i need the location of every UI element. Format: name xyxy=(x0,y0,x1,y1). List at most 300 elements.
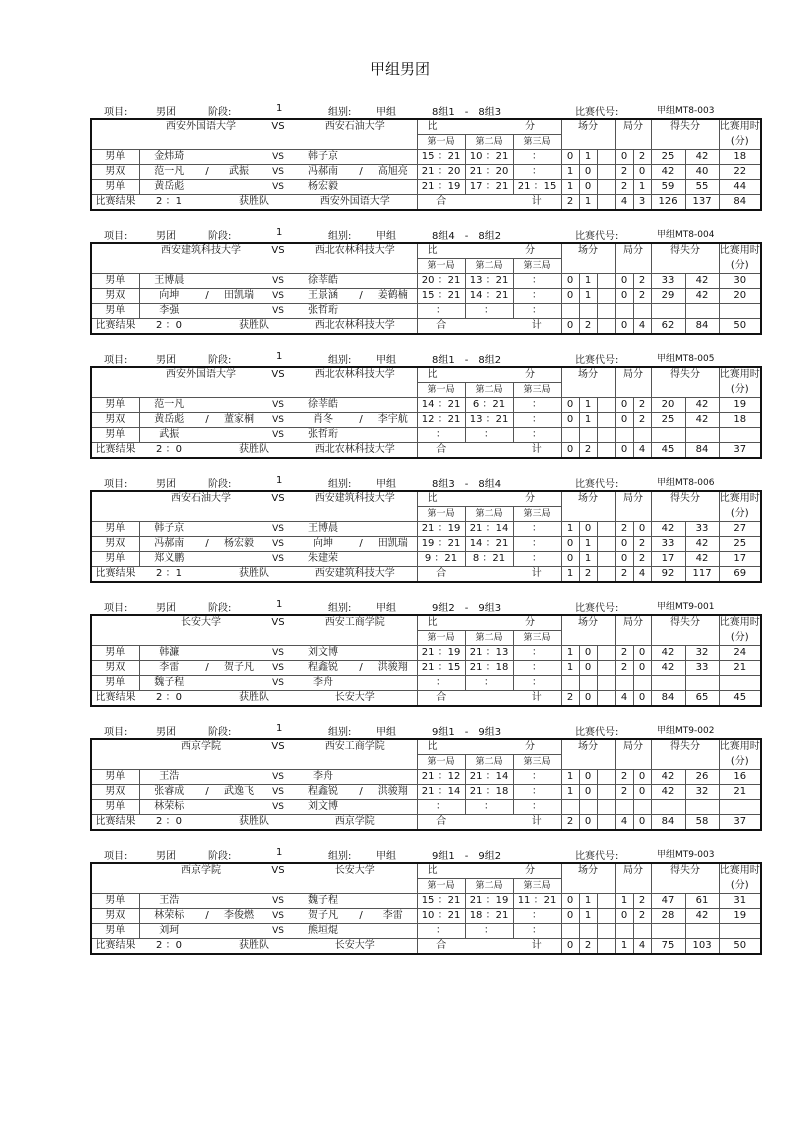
result-row xyxy=(91,195,761,211)
result-label: 比赛结果 xyxy=(91,195,139,211)
slash xyxy=(353,398,369,413)
player-a1: 王浩 xyxy=(139,894,199,909)
vs: VS xyxy=(263,785,293,800)
total-match-lost: 2 xyxy=(579,319,597,335)
match-block xyxy=(90,226,760,335)
points-for: 25 xyxy=(651,413,685,428)
slash xyxy=(353,676,369,691)
row-type: 男双 xyxy=(91,413,139,428)
games-won: 0 xyxy=(615,909,633,924)
total-time: 45 xyxy=(719,691,761,707)
match-lost xyxy=(579,428,597,443)
time-header-2: (分) xyxy=(719,631,761,646)
slash xyxy=(199,552,215,567)
ji-label: 计 xyxy=(513,443,561,459)
stage-label: 阶段: xyxy=(208,355,232,366)
points-against: 40 xyxy=(685,165,719,180)
match-lost: 0 xyxy=(579,661,597,676)
stage-value: 1 xyxy=(276,475,283,486)
player-b1: 贺子凡 xyxy=(293,909,353,924)
match-lost: 1 xyxy=(579,289,597,304)
fen-label: 分 xyxy=(525,617,536,628)
total-time: 69 xyxy=(719,567,761,583)
project-label: 项目: xyxy=(104,851,128,862)
slash: / xyxy=(199,785,215,800)
points-for: 20 xyxy=(651,398,685,413)
stage-value: 1 xyxy=(276,723,283,734)
vs: VS xyxy=(263,165,293,180)
total-points-against: 58 xyxy=(685,815,719,831)
player-b2: 洪骏翔 xyxy=(369,661,417,676)
stage-value: 1 xyxy=(276,351,283,362)
match-code: 甲组MT8-006 xyxy=(657,478,715,488)
match-won: 1 xyxy=(561,180,579,195)
row-type: 男双 xyxy=(91,165,139,180)
points-for: 17 xyxy=(651,552,685,567)
points-for xyxy=(651,428,685,443)
time-used xyxy=(719,924,761,939)
points-against: 42 xyxy=(685,909,719,924)
match-row xyxy=(91,413,761,428)
match-won: 0 xyxy=(561,398,579,413)
bi-label: 比 xyxy=(417,119,465,135)
game2-header: 第二局 xyxy=(465,383,513,398)
total-points-against: 84 xyxy=(685,319,719,335)
player-b2 xyxy=(369,676,417,691)
match-row xyxy=(91,522,761,537)
defen-header: 得失分 xyxy=(651,863,719,879)
header-row-1 xyxy=(91,367,761,383)
points-against: 42 xyxy=(685,150,719,165)
match-code-label: 比赛代号: xyxy=(575,355,619,366)
player-a2: 武振 xyxy=(215,165,263,180)
game2-score: 13 ：21 xyxy=(465,413,513,428)
player-b1: 韩子京 xyxy=(293,150,353,165)
points-for: 42 xyxy=(651,661,685,676)
total-match-lost: 2 xyxy=(579,939,597,955)
match-lost: 0 xyxy=(579,180,597,195)
winner-label: 获胜队 xyxy=(215,567,293,583)
match-table xyxy=(90,366,762,459)
fen-label: 分 xyxy=(525,493,536,504)
game3-score: ： xyxy=(513,676,561,691)
match-won: 1 xyxy=(561,522,579,537)
row-type: 男单 xyxy=(91,150,139,165)
game2-score: 8 ：21 xyxy=(465,552,513,567)
winner-team: 长安大学 xyxy=(293,691,417,707)
game1-score: ： xyxy=(417,924,465,939)
player-a1: 郑义鹏 xyxy=(139,552,199,567)
vs: VS xyxy=(263,676,293,691)
game3-score: ： xyxy=(513,661,561,676)
vs: VS xyxy=(263,428,293,443)
player-b1: 张哲珩 xyxy=(293,428,353,443)
match-won: 0 xyxy=(561,413,579,428)
group-pair: 8组3 - 8组4 xyxy=(432,479,502,490)
points-against: 42 xyxy=(685,413,719,428)
row-type: 男单 xyxy=(91,522,139,537)
game3-header: 第三局 xyxy=(513,631,561,646)
match-header xyxy=(90,598,715,614)
games-lost: 0 xyxy=(633,661,651,676)
result-score: 2 ：0 xyxy=(139,939,199,955)
match-code: 甲组MT9-002 xyxy=(657,726,715,736)
player-b2 xyxy=(369,770,417,785)
total-match-lost: 1 xyxy=(579,195,597,211)
team-vs: VS xyxy=(271,865,285,877)
header-row-1 xyxy=(91,615,761,631)
games-won: 2 xyxy=(615,646,633,661)
total-points-against: 84 xyxy=(685,443,719,459)
points-against xyxy=(685,304,719,319)
game1-header: 第一局 xyxy=(417,259,465,274)
player-a1: 刘珂 xyxy=(139,924,199,939)
game1-score: ： xyxy=(417,800,465,815)
player-a1: 冯郝南 xyxy=(139,537,199,552)
player-b1: 程鑫锐 xyxy=(293,661,353,676)
fen-label: 分 xyxy=(525,121,536,132)
match-lost xyxy=(579,924,597,939)
row-type: 男双 xyxy=(91,785,139,800)
stage-value: 1 xyxy=(276,847,283,858)
row-type-header xyxy=(91,119,139,135)
game2-score: ： xyxy=(465,800,513,815)
time-used: 24 xyxy=(719,646,761,661)
player-b2: 李雷 xyxy=(369,909,417,924)
match-row xyxy=(91,785,761,800)
games-won xyxy=(615,800,633,815)
games-lost: 0 xyxy=(633,646,651,661)
game3-score: ： xyxy=(513,924,561,939)
match-lost: 0 xyxy=(579,770,597,785)
player-b1: 王博晨 xyxy=(293,522,353,537)
player-b2: 洪骏翔 xyxy=(369,785,417,800)
row-type-header xyxy=(91,367,139,383)
game3-score: ： xyxy=(513,165,561,180)
team-a-name: 西安外国语大学 xyxy=(166,369,236,381)
game2-score: 18 ：21 xyxy=(465,909,513,924)
fen-label: 分 xyxy=(525,369,536,380)
time-used: 17 xyxy=(719,552,761,567)
slash: / xyxy=(353,289,369,304)
points-for: 33 xyxy=(651,274,685,289)
match-table xyxy=(90,242,762,335)
games-won: 0 xyxy=(615,398,633,413)
slash: / xyxy=(199,165,215,180)
game1-score: 20 ：21 xyxy=(417,274,465,289)
game3-score: ： xyxy=(513,800,561,815)
header-row-1 xyxy=(91,739,761,755)
bi-label: 比 xyxy=(417,615,465,631)
project-value: 男团 xyxy=(156,851,176,862)
player-a2 xyxy=(215,150,263,165)
points-against: 33 xyxy=(685,661,719,676)
time-used xyxy=(719,428,761,443)
slash xyxy=(353,552,369,567)
match-table xyxy=(90,862,762,955)
player-a2 xyxy=(215,304,263,319)
points-against xyxy=(685,676,719,691)
player-a2: 杨宏毅 xyxy=(215,537,263,552)
games-lost xyxy=(633,924,651,939)
match-won: 0 xyxy=(561,537,579,552)
game2-header: 第二局 xyxy=(465,259,513,274)
match-row xyxy=(91,770,761,785)
game2-score: 17 ：21 xyxy=(465,180,513,195)
game2-score: 21 ：14 xyxy=(465,522,513,537)
match-won: 1 xyxy=(561,661,579,676)
header-row-2 xyxy=(91,631,761,646)
player-a1: 张睿成 xyxy=(139,785,199,800)
total-points-against: 117 xyxy=(685,567,719,583)
points-for: 42 xyxy=(651,770,685,785)
stage-label: 阶段: xyxy=(208,231,232,242)
game3-score: ： xyxy=(513,785,561,800)
player-a2: 田凯瑞 xyxy=(215,289,263,304)
player-b1: 向坤 xyxy=(293,537,353,552)
game1-score: 21 ：12 xyxy=(417,770,465,785)
time-used: 20 xyxy=(719,289,761,304)
project-value: 男团 xyxy=(156,479,176,490)
total-match-lost: 2 xyxy=(579,443,597,459)
match-won: 1 xyxy=(561,646,579,661)
game1-score: ： xyxy=(417,676,465,691)
row-type-header xyxy=(91,863,139,879)
total-time: 37 xyxy=(719,443,761,459)
game3-score: ： xyxy=(513,522,561,537)
games-won xyxy=(615,428,633,443)
games-lost: 2 xyxy=(633,398,651,413)
games-lost xyxy=(633,428,651,443)
total-games-won: 4 xyxy=(615,691,633,707)
team-vs: VS xyxy=(271,369,285,381)
time-used: 21 xyxy=(719,785,761,800)
game3-score: 21 ：15 xyxy=(513,180,561,195)
time-header-2: (分) xyxy=(719,507,761,522)
total-games-won: 4 xyxy=(615,815,633,831)
game1-score: 21 ：19 xyxy=(417,180,465,195)
match-won: 0 xyxy=(561,289,579,304)
winner-label: 获胜队 xyxy=(215,195,293,211)
player-b1: 刘文博 xyxy=(293,800,353,815)
game2-score: 21 ：20 xyxy=(465,165,513,180)
games-won xyxy=(615,304,633,319)
points-against: 42 xyxy=(685,289,719,304)
jufen-header: 局分 xyxy=(615,739,651,755)
time-header-1: 比赛用时 xyxy=(719,367,761,383)
match-table xyxy=(90,614,762,707)
defen-header: 得失分 xyxy=(651,119,719,135)
player-b2 xyxy=(369,646,417,661)
player-b1: 杨宏毅 xyxy=(293,180,353,195)
player-a2: 贺子凡 xyxy=(215,661,263,676)
player-b2 xyxy=(369,150,417,165)
winner-label: 获胜队 xyxy=(215,815,293,831)
game2-header: 第二局 xyxy=(465,507,513,522)
match-won: 0 xyxy=(561,894,579,909)
match-code: 甲组MT8-003 xyxy=(657,106,715,116)
vs: VS xyxy=(263,552,293,567)
winner-label: 获胜队 xyxy=(215,691,293,707)
player-b2: 高旭亮 xyxy=(369,165,417,180)
games-lost: 0 xyxy=(633,522,651,537)
games-lost: 2 xyxy=(633,289,651,304)
player-a1: 魏子程 xyxy=(139,676,199,691)
match-lost xyxy=(579,800,597,815)
time-used: 27 xyxy=(719,522,761,537)
match-row xyxy=(91,398,761,413)
game1-score: 15 ：21 xyxy=(417,289,465,304)
changfen-header: 场分 xyxy=(561,243,615,259)
total-time: 84 xyxy=(719,195,761,211)
points-against: 42 xyxy=(685,552,719,567)
game3-score: ： xyxy=(513,304,561,319)
points-against: 33 xyxy=(685,522,719,537)
game3-header: 第三局 xyxy=(513,755,561,770)
game2-header: 第二局 xyxy=(465,135,513,150)
game3-score: ： xyxy=(513,909,561,924)
player-b2 xyxy=(369,274,417,289)
game3-score: ： xyxy=(513,537,561,552)
time-used: 31 xyxy=(719,894,761,909)
winner-team: 西京学院 xyxy=(293,815,417,831)
game2-header: 第二局 xyxy=(465,879,513,894)
player-a2: 董家桐 xyxy=(215,413,263,428)
vs: VS xyxy=(263,646,293,661)
slash xyxy=(199,894,215,909)
group-pair: 8组1 - 8组3 xyxy=(432,107,502,118)
match-header xyxy=(90,722,715,738)
player-a1: 向坤 xyxy=(139,289,199,304)
fen-label: 分 xyxy=(525,741,536,752)
match-table xyxy=(90,118,762,211)
player-b1: 王景涵 xyxy=(293,289,353,304)
player-a2 xyxy=(215,522,263,537)
vs: VS xyxy=(263,909,293,924)
game2-score: 21 ：14 xyxy=(465,770,513,785)
player-a1: 韩子京 xyxy=(139,522,199,537)
games-won xyxy=(615,676,633,691)
games-lost: 2 xyxy=(633,894,651,909)
game3-score: ： xyxy=(513,289,561,304)
ji-label: 计 xyxy=(513,939,561,955)
total-games-lost: 4 xyxy=(633,567,651,583)
player-a1: 金炜琦 xyxy=(139,150,199,165)
games-lost: 2 xyxy=(633,552,651,567)
bi-label: 比 xyxy=(417,863,465,879)
game3-score: ： xyxy=(513,413,561,428)
time-header-2: (分) xyxy=(719,259,761,274)
total-games-lost: 4 xyxy=(633,319,651,335)
project-value: 男团 xyxy=(156,107,176,118)
game3-score: ： xyxy=(513,428,561,443)
ji-label: 计 xyxy=(513,815,561,831)
games-lost: 2 xyxy=(633,413,651,428)
time-header-1: 比赛用时 xyxy=(719,243,761,259)
points-for: 59 xyxy=(651,180,685,195)
row-type: 男单 xyxy=(91,800,139,815)
defen-header: 得失分 xyxy=(651,739,719,755)
player-a1: 李强 xyxy=(139,304,199,319)
points-for: 33 xyxy=(651,537,685,552)
player-b2 xyxy=(369,428,417,443)
game1-score: 15 ：21 xyxy=(417,150,465,165)
player-a1: 武振 xyxy=(139,428,199,443)
player-b2 xyxy=(369,522,417,537)
match-won: 1 xyxy=(561,785,579,800)
result-row xyxy=(91,815,761,831)
match-row xyxy=(91,676,761,691)
project-label: 项目: xyxy=(104,355,128,366)
games-lost: 2 xyxy=(633,150,651,165)
total-match-lost: 0 xyxy=(579,691,597,707)
winner-label: 获胜队 xyxy=(215,319,293,335)
player-a2 xyxy=(215,676,263,691)
player-a2 xyxy=(215,800,263,815)
player-a2 xyxy=(215,428,263,443)
winner-team: 西北农林科技大学 xyxy=(293,319,417,335)
player-a2 xyxy=(215,924,263,939)
group-label: 组别: xyxy=(328,603,352,614)
game2-score: 14 ：21 xyxy=(465,289,513,304)
player-a2 xyxy=(215,894,263,909)
result-score: 2 ：1 xyxy=(139,567,199,583)
slash xyxy=(353,304,369,319)
group-label: 组别: xyxy=(328,107,352,118)
slash: / xyxy=(199,289,215,304)
player-a1: 王博晨 xyxy=(139,274,199,289)
points-for: 25 xyxy=(651,150,685,165)
player-a2 xyxy=(215,646,263,661)
player-b2 xyxy=(369,800,417,815)
team-vs: VS xyxy=(271,493,285,505)
slash: / xyxy=(353,661,369,676)
total-games-lost: 4 xyxy=(633,939,651,955)
game1-score: 14 ：21 xyxy=(417,398,465,413)
match-lost: 1 xyxy=(579,398,597,413)
player-a2: 武逸飞 xyxy=(215,785,263,800)
slash xyxy=(353,770,369,785)
vs: VS xyxy=(263,770,293,785)
player-b1: 李舟 xyxy=(293,676,353,691)
group-value: 甲组 xyxy=(376,355,396,366)
result-score: 2 ：0 xyxy=(139,319,199,335)
row-type: 男双 xyxy=(91,661,139,676)
points-for: 28 xyxy=(651,909,685,924)
player-a1: 韩濂 xyxy=(139,646,199,661)
total-games-won: 2 xyxy=(615,567,633,583)
game2-score: ： xyxy=(465,676,513,691)
total-points-for: 126 xyxy=(651,195,685,211)
slash xyxy=(353,800,369,815)
vs: VS xyxy=(263,924,293,939)
match-lost: 0 xyxy=(579,785,597,800)
winner-label: 获胜队 xyxy=(215,443,293,459)
group-value: 甲组 xyxy=(376,479,396,490)
slash xyxy=(199,274,215,289)
games-lost: 2 xyxy=(633,537,651,552)
player-a1: 林荣标 xyxy=(139,909,199,924)
match-won xyxy=(561,304,579,319)
match-code-label: 比赛代号: xyxy=(575,727,619,738)
project-value: 男团 xyxy=(156,727,176,738)
time-header-2: (分) xyxy=(719,755,761,770)
slash xyxy=(199,522,215,537)
match-block xyxy=(90,598,760,707)
match-row xyxy=(91,924,761,939)
games-won: 2 xyxy=(615,770,633,785)
slash xyxy=(199,304,215,319)
